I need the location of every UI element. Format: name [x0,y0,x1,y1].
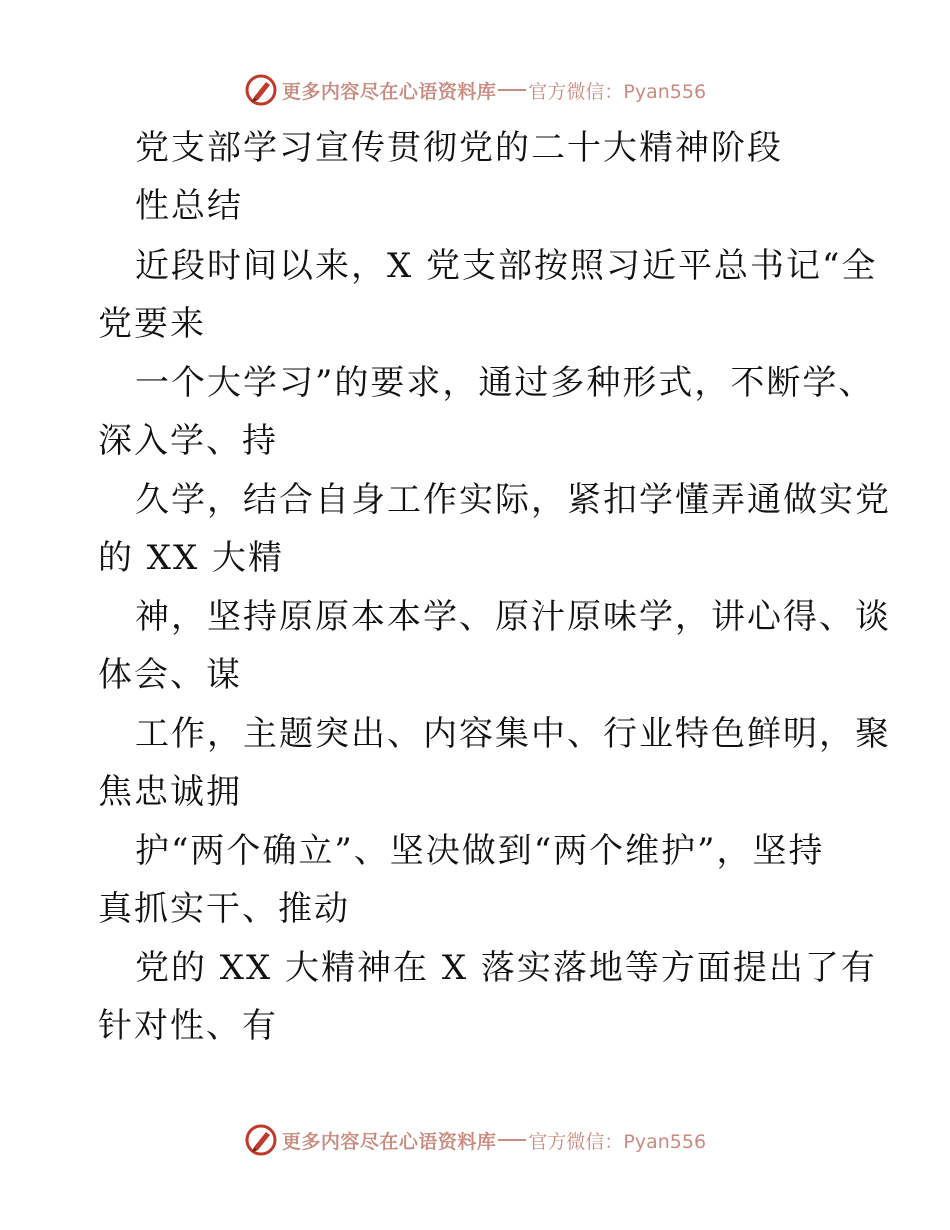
pen-logo-icon [244,1123,278,1157]
doc-text-line: 近段时间以来，X 党支部按照习近平总书记“全 [135,246,878,286]
doc-text-line: 工作，主题突出、内容集中、行业特色鲜明，聚 [135,714,891,754]
doc-title-line-2: 性总结 [135,186,243,226]
doc-text-line: 焦忠诚拥 [98,772,242,812]
pen-logo-icon [244,73,278,107]
banner-wechat-text: 官方微信：Pyan556 [528,80,707,103]
doc-text-line: 护“两个确立”、坚决做到“两个维护”，坚持 [135,831,825,871]
banner-main-text: 更多内容尽在心语资料库 [281,80,497,103]
doc-text-line: 深入学、持 [98,421,278,461]
banner-separator [498,1139,526,1141]
doc-text-line: 久学，结合自身工作实际，紧扣学懂弄通做实党 [135,480,891,520]
doc-text-line: 党要来 [98,304,206,344]
doc-text-line: 的 XX 大精 [98,538,285,578]
banner-main-text: 更多内容尽在心语资料库 [281,1130,497,1153]
doc-text-line: 神，坚持原原本本学、原汁原味学，讲心得、谈 [135,597,891,637]
banner-separator [498,89,526,91]
header-banner [0,70,950,110]
banner-wechat-text: 官方微信：Pyan556 [528,1130,707,1153]
doc-text-line: 党的 XX 大精神在 X 落实落地等方面提出了有 [135,948,877,988]
doc-text-line: 真抓实干、推动 [98,889,350,929]
doc-text-line: 一个大学习”的要求，通过多种形式，不断学、 [135,363,875,403]
doc-title-line-1: 党支部学习宣传贯彻党的二十大精神阶段 [135,128,783,168]
doc-text-line: 针对性、有 [98,1006,278,1046]
footer-banner [0,1120,950,1160]
doc-text-line: 体会、谋 [98,655,242,695]
